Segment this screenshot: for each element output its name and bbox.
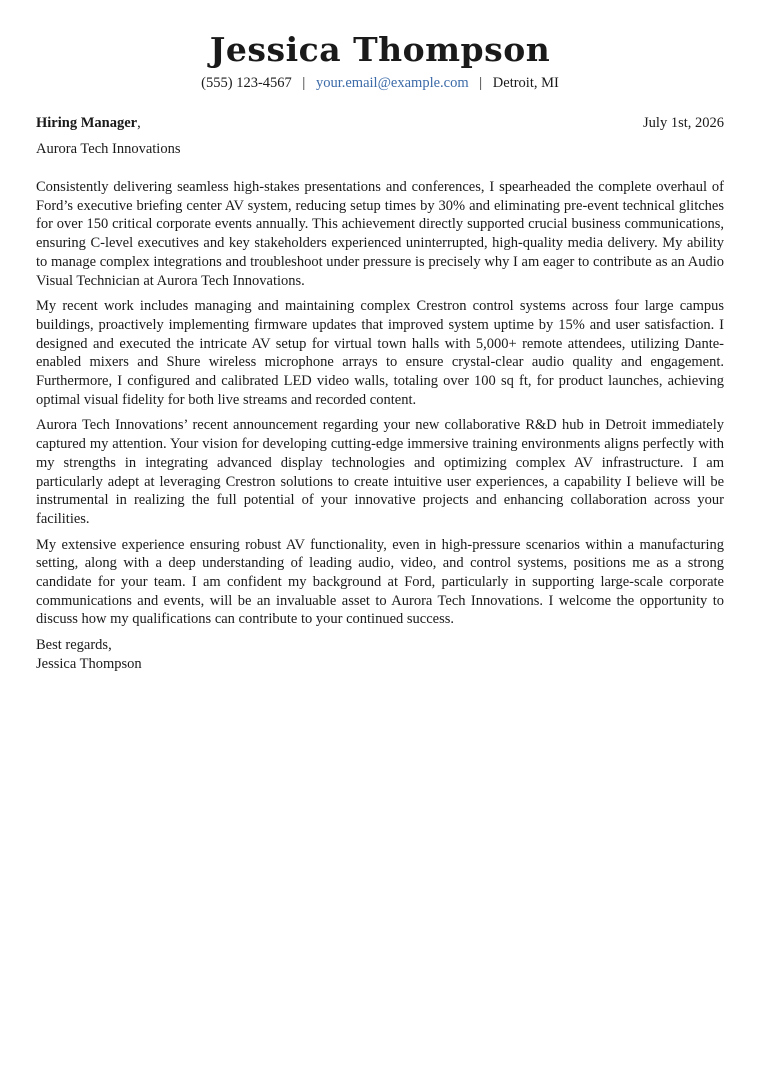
applicant-name: Jessica Thompson	[209, 30, 551, 69]
closing-signature: Jessica Thompson	[36, 655, 142, 672]
contact-line	[36, 73, 724, 93]
location: Detroit, MI	[492, 75, 559, 91]
letter-body	[36, 178, 724, 629]
contact-separator: |	[479, 75, 483, 91]
body-paragraph: Consistently delivering seamless high-stakes presentations and conferences, I spearheaded the complete overhaul of Ford’s executive briefing center AV system, reducing setup times by 30% and eliminating pre-event technical glitches for over 150 critical corporate events annually. This achievement directly supported crucial business communications, ensuring C-level executives and key stakeholders experienced uninterrupted, high-quality media delivery. My ability to manage complex integrations and troubleshoot under pressure is precisely why I am eager to contribute as an Audio Visual Technician at Aurora Tech Innovations.	[36, 179, 724, 289]
recipient-suffix: ,	[137, 115, 141, 131]
closing-salutation: Best regards,	[36, 637, 112, 654]
body-paragraph: My recent work includes managing and maintaining complex Crestron control systems across four large campus buildings, proactively implementing firmware updates that improved system uptime by 15% and user satisfaction. I designed and executed the intricate AV setup for virtual town halls with 5,000+ remote attendees, utilizing Dante-enabled mixers and Shure wireless microphone arrays to ensure crystal-clear audio quality and engagement. Furthermore, I configured and calibrated LED video walls, totaling over 100 sq ft, for product launches, achieving optimal visual fidelity for both live streams and recorded content.	[36, 298, 724, 408]
letter-date: July 1st, 2026	[643, 115, 724, 131]
body-paragraph: My extensive experience ensuring robust AV functionality, even in high-pressure scenarios within a manufacturing setting, along with a deep understanding of leading audio, video, and control systems, positions me as a strong candidate for your team. I am confident my background at Ford, particularly in supporting large-scale corporate communications and events, will be an invaluable asset to Aurora Tech Innovations. I welcome the opportunity to discuss how my qualifications can contribute to your continued success.	[36, 536, 724, 628]
letter-closing	[36, 636, 724, 673]
recipient-date-row	[36, 113, 724, 133]
recipient-name: Hiring Manager	[36, 115, 138, 131]
recipient-company: Aurora Tech Innovations	[36, 141, 181, 157]
phone-number: (555) 123-4567	[201, 75, 292, 91]
body-paragraph: Aurora Tech Innovations’ recent announcement regarding your new collaborative R&D hub in Detroit immediately captured my attention. Your vision for developing cutting-edge immersive training environments aligns perfectly with my strengths in integrating advanced display technologies and optimizing complex AV infrastructure. I am particularly adept at leveraging Crestron solutions to create intuitive user experiences, a capability I believe will be instrumental in realizing the full potential of your innovative projects and enhancing collaboration across your facilities.	[36, 417, 724, 527]
email-link[interactable]: your.email@example.com	[315, 75, 469, 91]
contact-separator: |	[302, 75, 306, 91]
recipient-greeting	[36, 113, 141, 133]
